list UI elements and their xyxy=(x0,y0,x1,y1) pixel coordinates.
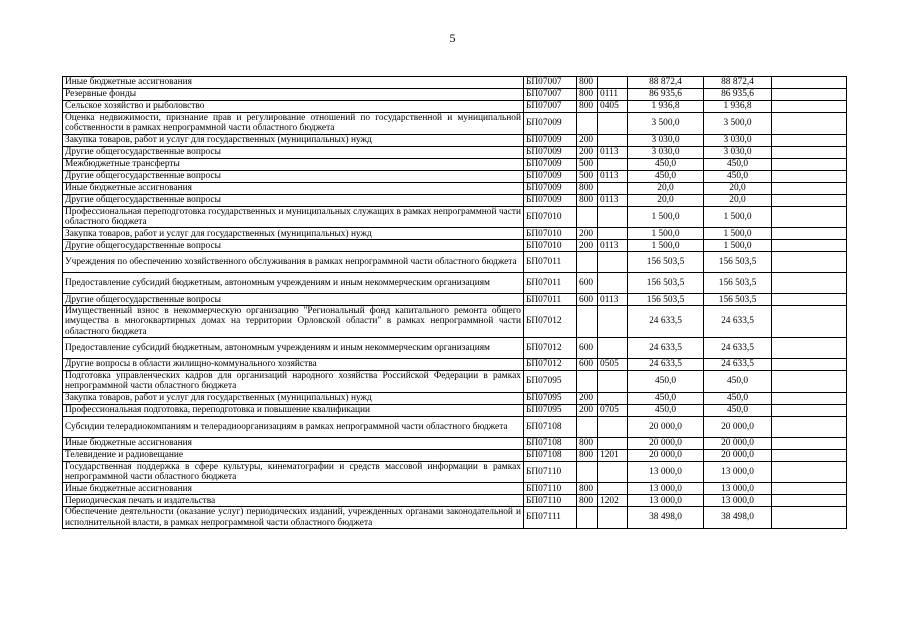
row-code: БП07111 xyxy=(524,507,577,529)
row-name: Другие общегосударственные вопросы xyxy=(63,194,524,206)
table-row xyxy=(63,77,847,89)
row-empty-cell xyxy=(772,89,847,101)
row-code: БП07007 xyxy=(524,101,577,113)
row-name: Другие общегосударственные вопросы xyxy=(63,294,524,306)
row-group xyxy=(577,206,598,228)
row-value-1: 38 498,0 xyxy=(628,507,704,529)
row-code: БП07012 xyxy=(524,359,577,371)
table-row xyxy=(63,134,847,146)
row-section xyxy=(598,461,628,483)
row-section: 0111 xyxy=(598,89,628,101)
row-group: 600 xyxy=(577,294,598,306)
row-section xyxy=(598,252,628,273)
row-empty-cell xyxy=(772,194,847,206)
row-name: Профессиональная переподготовка государственных и муниципальных служащих в рамках непрограммной части областного бюджета xyxy=(63,206,524,228)
table-row xyxy=(63,146,847,158)
table-row xyxy=(63,483,847,495)
row-group xyxy=(577,461,598,483)
row-empty-cell xyxy=(772,182,847,194)
row-value-1: 20 000,0 xyxy=(628,437,704,449)
row-value-2: 1 500,0 xyxy=(704,240,772,252)
row-value-1: 156 503,5 xyxy=(628,273,704,294)
row-code: БП07010 xyxy=(524,228,577,240)
table-row xyxy=(63,449,847,461)
row-section xyxy=(598,416,628,437)
row-code: БП07007 xyxy=(524,77,577,89)
row-group xyxy=(577,113,598,135)
row-value-1: 20 000,0 xyxy=(628,449,704,461)
row-group xyxy=(577,507,598,529)
row-name: Субсидии телерадиокомпаниям и телерадиоорганизациям в рамках непрограммной части областного бюджета xyxy=(63,416,524,437)
row-section xyxy=(598,483,628,495)
table-body xyxy=(63,77,847,529)
row-code: БП07012 xyxy=(524,338,577,359)
row-code: БП07108 xyxy=(524,437,577,449)
row-value-1: 13 000,0 xyxy=(628,495,704,507)
row-empty-cell xyxy=(772,77,847,89)
row-empty-cell xyxy=(772,158,847,170)
row-name: Иные бюджетные ассигнования xyxy=(63,77,524,89)
row-code: БП07009 xyxy=(524,158,577,170)
row-value-2: 88 872,4 xyxy=(704,77,772,89)
table-row xyxy=(63,252,847,273)
row-name: Обеспечение деятельности (оказание услуг) периодических изданий, учрежденных органами законодательной и исполнительной власти, в рамках непрограммной части областного бюджета xyxy=(63,507,524,529)
table-row xyxy=(63,392,847,404)
row-code: БП07011 xyxy=(524,294,577,306)
row-empty-cell xyxy=(772,113,847,135)
row-value-1: 13 000,0 xyxy=(628,461,704,483)
row-section xyxy=(598,437,628,449)
table-row xyxy=(63,158,847,170)
row-group: 500 xyxy=(577,158,598,170)
table-row xyxy=(63,194,847,206)
row-value-1: 20,0 xyxy=(628,194,704,206)
row-value-1: 1 500,0 xyxy=(628,206,704,228)
row-section: 0505 xyxy=(598,359,628,371)
row-name: Межбюджетные трансферты xyxy=(63,158,524,170)
row-code: БП07009 xyxy=(524,170,577,182)
table-row xyxy=(63,416,847,437)
table-row xyxy=(63,338,847,359)
row-value-1: 450,0 xyxy=(628,158,704,170)
table-row xyxy=(63,182,847,194)
row-group: 200 xyxy=(577,392,598,404)
row-group: 800 xyxy=(577,194,598,206)
table-row xyxy=(63,101,847,113)
row-code: БП07110 xyxy=(524,461,577,483)
row-value-1: 450,0 xyxy=(628,404,704,416)
table-row xyxy=(63,495,847,507)
row-code: БП07012 xyxy=(524,306,577,338)
row-name: Имущественный взнос в некоммерческую организацию "Региональный фонд капитального ремонта общего имущества в многоквартирных домах на территории Орловской области" в рамках непрограммной части областного бюджета xyxy=(63,306,524,338)
row-section xyxy=(598,338,628,359)
budget-table xyxy=(62,76,847,529)
row-empty-cell xyxy=(772,252,847,273)
row-empty-cell xyxy=(772,507,847,529)
row-section: 0113 xyxy=(598,240,628,252)
row-group: 800 xyxy=(577,101,598,113)
table-row xyxy=(63,404,847,416)
row-empty-cell xyxy=(772,273,847,294)
table-row xyxy=(63,306,847,338)
row-group: 200 xyxy=(577,134,598,146)
row-value-1: 3 500,0 xyxy=(628,113,704,135)
row-value-2: 13 000,0 xyxy=(704,483,772,495)
row-value-2: 450,0 xyxy=(704,404,772,416)
row-name: Закупка товаров, работ и услуг для государственных (муниципальных) нужд xyxy=(63,228,524,240)
row-code: БП07009 xyxy=(524,194,577,206)
row-section: 1202 xyxy=(598,495,628,507)
row-value-2: 20 000,0 xyxy=(704,449,772,461)
row-value-2: 24 633,5 xyxy=(704,306,772,338)
row-section xyxy=(598,77,628,89)
row-group: 600 xyxy=(577,273,598,294)
table-row xyxy=(63,206,847,228)
row-section: 0705 xyxy=(598,404,628,416)
row-value-2: 38 498,0 xyxy=(704,507,772,529)
row-value-2: 156 503,5 xyxy=(704,252,772,273)
row-name: Государственная поддержка в сфере культуры, кинематографии и средств массовой информации в рамках непрограммной части областного бюджета xyxy=(63,461,524,483)
row-value-1: 13 000,0 xyxy=(628,483,704,495)
row-empty-cell xyxy=(772,206,847,228)
row-group xyxy=(577,371,598,393)
row-code: БП07108 xyxy=(524,416,577,437)
row-name: Подготовка управленческих кадров для организаций народного хозяйства Российской Федерации в рамках непрограммной части областного бюджета xyxy=(63,371,524,393)
page-number: 5 xyxy=(449,31,456,45)
row-code: БП07108 xyxy=(524,449,577,461)
row-code: БП07009 xyxy=(524,146,577,158)
row-value-2: 1 500,0 xyxy=(704,228,772,240)
row-group: 200 xyxy=(577,240,598,252)
row-empty-cell xyxy=(772,228,847,240)
row-group: 800 xyxy=(577,449,598,461)
row-empty-cell xyxy=(772,359,847,371)
row-name: Закупка товаров, работ и услуг для государственных (муниципальных) нужд xyxy=(63,392,524,404)
row-value-2: 3 030,0 xyxy=(704,146,772,158)
row-name: Другие общегосударственные вопросы xyxy=(63,170,524,182)
row-value-1: 1 500,0 xyxy=(628,228,704,240)
row-group: 800 xyxy=(577,437,598,449)
row-value-1: 20 000,0 xyxy=(628,416,704,437)
row-empty-cell xyxy=(772,338,847,359)
row-group xyxy=(577,416,598,437)
table-row xyxy=(63,507,847,529)
table-row xyxy=(63,273,847,294)
row-name: Иные бюджетные ассигнования xyxy=(63,483,524,495)
table-row xyxy=(63,240,847,252)
row-section: 0113 xyxy=(598,294,628,306)
row-section xyxy=(598,228,628,240)
row-value-2: 1 936,8 xyxy=(704,101,772,113)
table-row xyxy=(63,113,847,135)
row-empty-cell xyxy=(772,392,847,404)
row-empty-cell xyxy=(772,449,847,461)
row-empty-cell xyxy=(772,371,847,393)
row-value-2: 13 000,0 xyxy=(704,461,772,483)
row-section: 0405 xyxy=(598,101,628,113)
row-value-2: 450,0 xyxy=(704,158,772,170)
row-group: 800 xyxy=(577,182,598,194)
table-row xyxy=(63,371,847,393)
row-value-2: 20,0 xyxy=(704,182,772,194)
row-name: Предоставление субсидий бюджетным, автономным учреждениям и иным некоммерческим организациям xyxy=(63,338,524,359)
row-code: БП07110 xyxy=(524,495,577,507)
row-value-2: 156 503,5 xyxy=(704,273,772,294)
row-value-2: 20 000,0 xyxy=(704,416,772,437)
row-group: 600 xyxy=(577,338,598,359)
row-name: Оценка недвижимости, признание прав и регулирование отношений по государственной и муниципальной собственности в рамках непрограммной части областного бюджета xyxy=(63,113,524,135)
row-empty-cell xyxy=(772,306,847,338)
row-value-2: 450,0 xyxy=(704,371,772,393)
row-name: Предоставление субсидий бюджетным, автономным учреждениям и иным некоммерческим организациям xyxy=(63,273,524,294)
table-row xyxy=(63,461,847,483)
row-value-2: 13 000,0 xyxy=(704,495,772,507)
row-section xyxy=(598,182,628,194)
table-row xyxy=(63,437,847,449)
row-empty-cell xyxy=(772,294,847,306)
row-section: 0113 xyxy=(598,170,628,182)
row-group: 200 xyxy=(577,146,598,158)
row-value-2: 20 000,0 xyxy=(704,437,772,449)
row-name: Учреждения по обеспечению хозяйственного обслуживания в рамках непрограммной части областного бюджета xyxy=(63,252,524,273)
row-code: БП07009 xyxy=(524,134,577,146)
row-name: Периодическая печать и издательства xyxy=(63,495,524,507)
row-empty-cell xyxy=(772,461,847,483)
row-value-1: 450,0 xyxy=(628,371,704,393)
row-section xyxy=(598,507,628,529)
row-section: 0113 xyxy=(598,194,628,206)
row-name: Телевидение и радиовещание xyxy=(63,449,524,461)
row-name: Другие вопросы в области жилищно-коммунального хозяйства xyxy=(63,359,524,371)
row-empty-cell xyxy=(772,495,847,507)
row-group: 800 xyxy=(577,495,598,507)
row-name: Закупка товаров, работ и услуг для государственных (муниципальных) нужд xyxy=(63,134,524,146)
row-group xyxy=(577,306,598,338)
row-value-1: 20,0 xyxy=(628,182,704,194)
row-empty-cell xyxy=(772,101,847,113)
row-empty-cell xyxy=(772,483,847,495)
row-name: Иные бюджетные ассигнования xyxy=(63,437,524,449)
row-group: 600 xyxy=(577,359,598,371)
row-section xyxy=(598,206,628,228)
row-value-1: 450,0 xyxy=(628,392,704,404)
row-value-1: 1 500,0 xyxy=(628,240,704,252)
row-value-1: 88 872,4 xyxy=(628,77,704,89)
table-row xyxy=(63,170,847,182)
row-code: БП07095 xyxy=(524,392,577,404)
row-value-2: 24 633,5 xyxy=(704,359,772,371)
table-row xyxy=(63,294,847,306)
row-value-2: 24 633,5 xyxy=(704,338,772,359)
row-code: БП07011 xyxy=(524,273,577,294)
row-empty-cell xyxy=(772,134,847,146)
row-empty-cell xyxy=(772,170,847,182)
row-name: Иные бюджетные ассигнования xyxy=(63,182,524,194)
row-code: БП07110 xyxy=(524,483,577,495)
row-value-1: 24 633,5 xyxy=(628,306,704,338)
row-value-1: 1 936,8 xyxy=(628,101,704,113)
row-section: 1201 xyxy=(598,449,628,461)
row-value-2: 3 030,0 xyxy=(704,134,772,146)
row-code: БП07010 xyxy=(524,240,577,252)
row-group: 200 xyxy=(577,228,598,240)
row-value-1: 3 030,0 xyxy=(628,134,704,146)
row-empty-cell xyxy=(772,404,847,416)
row-group xyxy=(577,252,598,273)
row-value-1: 3 030,0 xyxy=(628,146,704,158)
row-value-1: 24 633,5 xyxy=(628,359,704,371)
row-group: 800 xyxy=(577,89,598,101)
row-value-2: 450,0 xyxy=(704,392,772,404)
row-code: БП07095 xyxy=(524,371,577,393)
row-section xyxy=(598,392,628,404)
row-section xyxy=(598,134,628,146)
row-section xyxy=(598,306,628,338)
row-code: БП07009 xyxy=(524,113,577,135)
row-group: 200 xyxy=(577,404,598,416)
row-value-2: 86 935,6 xyxy=(704,89,772,101)
row-group: 800 xyxy=(577,483,598,495)
row-group: 500 xyxy=(577,170,598,182)
row-name: Другие общегосударственные вопросы xyxy=(63,146,524,158)
row-name: Другие общегосударственные вопросы xyxy=(63,240,524,252)
row-value-1: 156 503,5 xyxy=(628,252,704,273)
row-code: БП07010 xyxy=(524,206,577,228)
row-value-1: 450,0 xyxy=(628,170,704,182)
row-section xyxy=(598,371,628,393)
table-row xyxy=(63,228,847,240)
row-section: 0113 xyxy=(598,146,628,158)
row-section xyxy=(598,158,628,170)
row-code: БП07011 xyxy=(524,252,577,273)
row-name: Резервные фонды xyxy=(63,89,524,101)
row-group: 800 xyxy=(577,77,598,89)
row-code: БП07007 xyxy=(524,89,577,101)
row-empty-cell xyxy=(772,146,847,158)
row-name: Сельское хозяйство и рыболовство xyxy=(63,101,524,113)
row-value-2: 156 503,5 xyxy=(704,294,772,306)
row-section xyxy=(598,273,628,294)
table-row xyxy=(63,89,847,101)
row-code: БП07009 xyxy=(524,182,577,194)
table-row xyxy=(63,359,847,371)
row-section xyxy=(598,113,628,135)
row-value-1: 156 503,5 xyxy=(628,294,704,306)
row-value-2: 1 500,0 xyxy=(704,206,772,228)
row-empty-cell xyxy=(772,240,847,252)
row-value-1: 86 935,6 xyxy=(628,89,704,101)
row-name: Профессиональная подготовка, переподготовка и повышение квалификации xyxy=(63,404,524,416)
row-value-1: 24 633,5 xyxy=(628,338,704,359)
row-empty-cell xyxy=(772,416,847,437)
row-value-2: 450,0 xyxy=(704,170,772,182)
row-value-2: 3 500,0 xyxy=(704,113,772,135)
row-code: БП07095 xyxy=(524,404,577,416)
row-empty-cell xyxy=(772,437,847,449)
row-value-2: 20,0 xyxy=(704,194,772,206)
